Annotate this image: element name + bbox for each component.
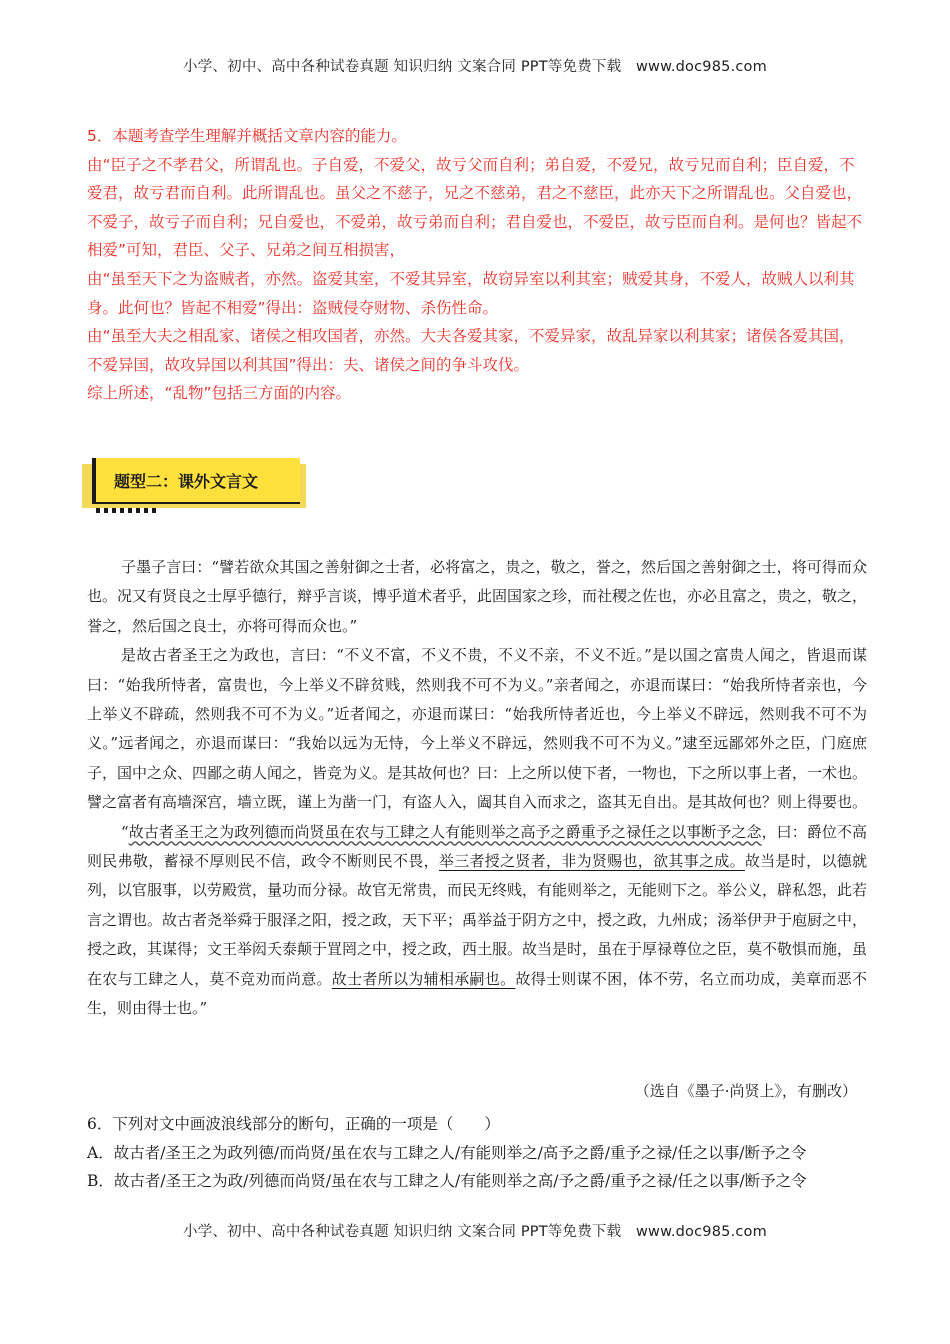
underlined-sentence-1: 举三者授之贤者，非为贤赐也，欲其事之成。 <box>438 852 745 871</box>
passage-paragraph-2: 是故古者圣王之为政也，言曰：“不义不富，不义不贵，不义不亲，不义不近。”是以国之富贵人闻之，皆退而谋曰：“始我所恃者，富贵也，今上举义不辟贫贱，然则我不可不为义。”亲者闻之，亦退而谋曰：“始我所恃者亲也，今上举义不辟疏，然则我不可不为义。”近者闻之，亦退而谋曰：“始我所恃者近也，今上举义不辟远，然则我不可不为义。”远者闻之，亦退而谋曰：“我始以远为无恃，今上举义不辟远，然则我不可不为义。”逮至远鄙郊外之臣，门庭庶子，国中之众、四鄙之萌人闻之，皆竞为义。是其故何也？曰：上之所以使下者，一物也，下之所以事上者，一术也。譬之富者有高墙深宫，墙立既，谨上为凿一门，有盗人入，阖其自入而求之，盗其无自出。是其故何也？则上得要也。 <box>87 646 868 812</box>
answer-line: 由“虽至天下之为盗贼者，亦然。盗爱其室，不爱其异室，故窃异室以利其室；贼爱其身，不爱人，故贼人以利其身。此何也？皆起不相爱”得出：盗贼侵夺财物、杀伤性命。 <box>87 269 855 317</box>
answer-line: 由“臣子之不孝君父，所谓乱也。子自爱，不爱父，故亏父而自利；弟自爱，不爱兄，故亏兄而自利；臣自爱，不爱君，故亏君而自利。此所谓乱也。虽父之不慈子，兄之不慈弟，君之不慈臣，此亦天下之所谓乱也。父自爱也，不爱子，故亏子而自利；兄自爱也，不爱弟，故亏弟而自利；君自爱也，不爱臣，故亏臣而自利。是何也？皆起不相爱”可知，君臣、父子、兄弟之间互相损害， <box>87 155 863 260</box>
section-banner <box>82 458 308 514</box>
open-quote: “ <box>121 822 129 841</box>
header-banner: 小学、初中、高中各种试卷真题 知识归纳 文案合同 PPT等免费下载 www.doc985.com <box>183 59 767 75</box>
option-a[interactable]: A．故古者/圣王之为政列德/而尚贤/虽在农与工肆之人/有能则举之/高予之爵/重予之禄/任之以事/断予之令 <box>87 1143 807 1162</box>
passage-source: （选自《墨子·尚贤上》，有删改） <box>634 1082 857 1100</box>
footer-banner: 小学、初中、高中各种试卷真题 知识归纳 文案合同 PPT等免费下载 www.doc985.com <box>183 1224 767 1240</box>
question-6 <box>87 1110 877 1196</box>
answer-line: 综上所述，“乱物”包括三方面的内容。 <box>87 384 352 403</box>
answer-explanation <box>87 122 867 408</box>
answer-line: 5．本题考查学生理解并概括文章内容的能力。 <box>87 127 407 145</box>
passage-paragraph-3 <box>87 818 867 1024</box>
passage-paragraph-1: 子墨子言曰：“譬若欲众其国之善射御之士者，必将富之，贵之，敬之，誉之，然后国之善射御之士，将可得而众也。况又有贤良之士厚乎德行，辩乎言谈，博乎道术者乎，此固国家之珍，而社稷之佐也，亦必且富之，贵之，敬之，誉之，然后国之良士，亦将可得而众也。” <box>87 558 868 635</box>
question-stem: 6．下列对文中画波浪线部分的断句，正确的一项是（ ） <box>87 1115 500 1133</box>
wavy-underlined-text: 故古者圣王之为政列德而尚贤虽在农与工肆之人有能则举之高予之爵重予之禄任之以事断予之念 <box>128 822 762 841</box>
answer-line: 由“虽至大夫之相乱家、诸侯之相攻国者，亦然。大夫各爱其家，不爱异家，故乱异家以利其家；诸侯各爱其国，不爱异国，故攻异国以利其国”得出：夫、诸侯之间的争斗攻伐。 <box>87 327 855 374</box>
section-title: 题型二：课外文言文 <box>114 472 259 491</box>
passage-text: 故当是时，以德就列，以官服事，以劳殿赏，量功而分禄。故官无常贵，而民无终贱，有能则举之，无能则下之。举公义，辟私怨，此若言之谓也。故古者尧举舜于服泽之阳，授之政，天下平；禹举益于阴方之中，授之政，九州成；汤举伊尹于庖厨之中，授之政，其谋得；文王举闳夭泰颠于罝罔之中，授之政，西土服。故当是时，虽在于厚禄尊位之臣，莫不敬惧而施，虽在农与工肆之人，莫不竞劝而尚意。 <box>87 852 868 988</box>
underlined-sentence-2: 故士者所以为辅相承嗣也。 <box>331 969 516 988</box>
passage-text: ，曰：爵位不高则民弗敬，蓄禄不厚则民不信，政令不断则民不畏， <box>87 822 867 871</box>
banner-dashes <box>96 508 156 513</box>
passage-text: 故得士则谋不困，体不劳，名立而功成，美章而恶不生，则由得士也。” <box>87 969 867 1018</box>
classical-passage <box>87 553 867 1024</box>
option-b[interactable]: B．故古者/圣王之为政/列德而尚贤/虽在农与工肆之人/有能则举之高/予之爵/重予之禄/任之以事/断予之令 <box>87 1172 807 1190</box>
